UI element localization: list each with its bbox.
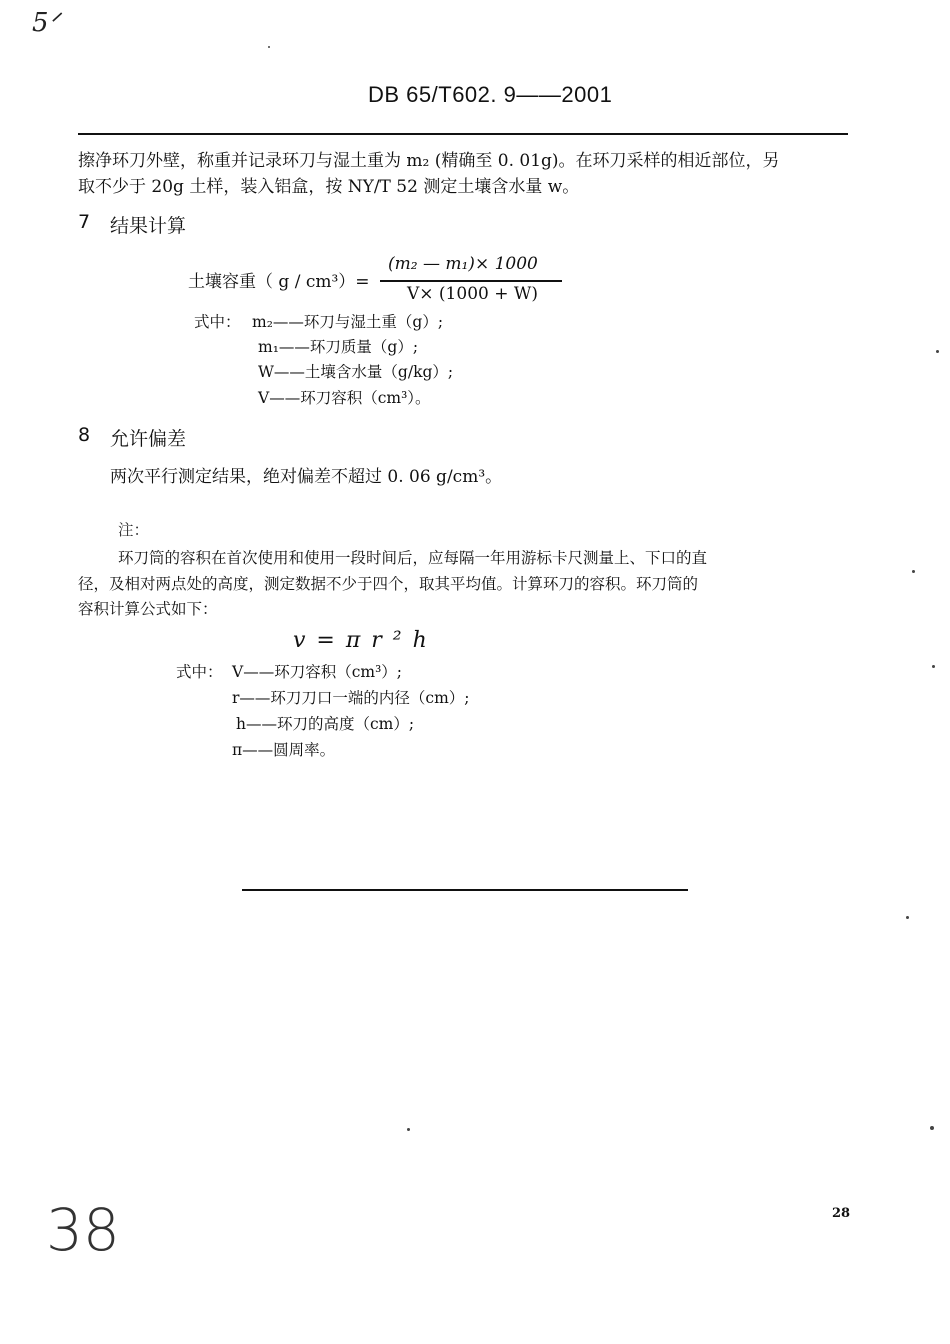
corner-handwritten-mark: 5ᐟ (32, 8, 60, 38)
definition-v: V——环刀容积（cm³）。 (258, 389, 431, 407)
definition-m2: m₂——环刀与湿土重（g）; (252, 313, 444, 331)
section-8-title: 允许偏差 (110, 428, 187, 450)
intro-line-2: 取不少于 20g 土样，装入铝盒，按 NY/T 52 测定土壤含水量 w。 (78, 177, 580, 197)
note-definition-v: V——环刀容积（cm³）; (232, 663, 403, 681)
scan-speck (930, 1126, 934, 1130)
bulk-density-formula-denominator: V× (1000 + W) (407, 284, 538, 304)
scan-speck (268, 46, 270, 48)
formula-where-label: 式中： (194, 313, 241, 331)
note-definition-r: r——环刀刀口一端的内径（cm）; (232, 689, 470, 707)
definition-w: W——土壤含水量（g/kg）; (258, 363, 454, 381)
note-line-3: 容积计算公式如下： (78, 600, 218, 618)
note-where-label: 式中： (176, 663, 223, 681)
end-rule (242, 889, 688, 891)
bulk-density-formula-numerator: (m₂ — m₁)× 1000 (388, 254, 538, 274)
fraction-bar (380, 280, 562, 282)
volume-formula: v = π r ² h (293, 628, 429, 653)
section-7-number: 7 (78, 211, 91, 233)
scan-speck (407, 1128, 410, 1131)
scan-speck (912, 570, 915, 573)
note-label: 注： (118, 521, 150, 539)
header-rule (78, 133, 848, 135)
note-definition-h: h——环刀的高度（cm）; (236, 715, 415, 733)
scan-speck (906, 916, 909, 919)
note-line-2: 径，及相对两点处的高度，测定数据不少于四个，取其平均值。计算环刀的容积。环刀筒的 (78, 575, 699, 593)
section-8-text: 两次平行测定结果，绝对偏差不超过 0. 06 g/cm³。 (110, 467, 503, 487)
note-definition-pi: π——圆周率。 (232, 741, 336, 759)
section-7-title: 结果计算 (110, 215, 187, 237)
document-code-header: DB 65/T602. 9——2001 (368, 82, 613, 107)
definition-m1: m₁——环刀质量（g）; (258, 338, 419, 356)
section-8-number: 8 (78, 424, 91, 446)
scan-speck (932, 665, 935, 668)
handwritten-page-number: 38 (46, 1196, 120, 1264)
scan-speck (936, 350, 939, 353)
intro-line-1: 擦净环刀外壁，称重并记录环刀与湿土重为 m₂ (精确至 0. 01g)。在环刀采样的相近部位，另 (78, 151, 780, 171)
bulk-density-formula-lhs: 土壤容重（ g / cm³）= (188, 272, 370, 292)
note-line-1: 环刀筒的容积在首次使用和使用一段时间后，应每隔一年用游标卡尺测量上、下口的直 (118, 549, 708, 567)
page-number: 28 (832, 1206, 851, 1221)
